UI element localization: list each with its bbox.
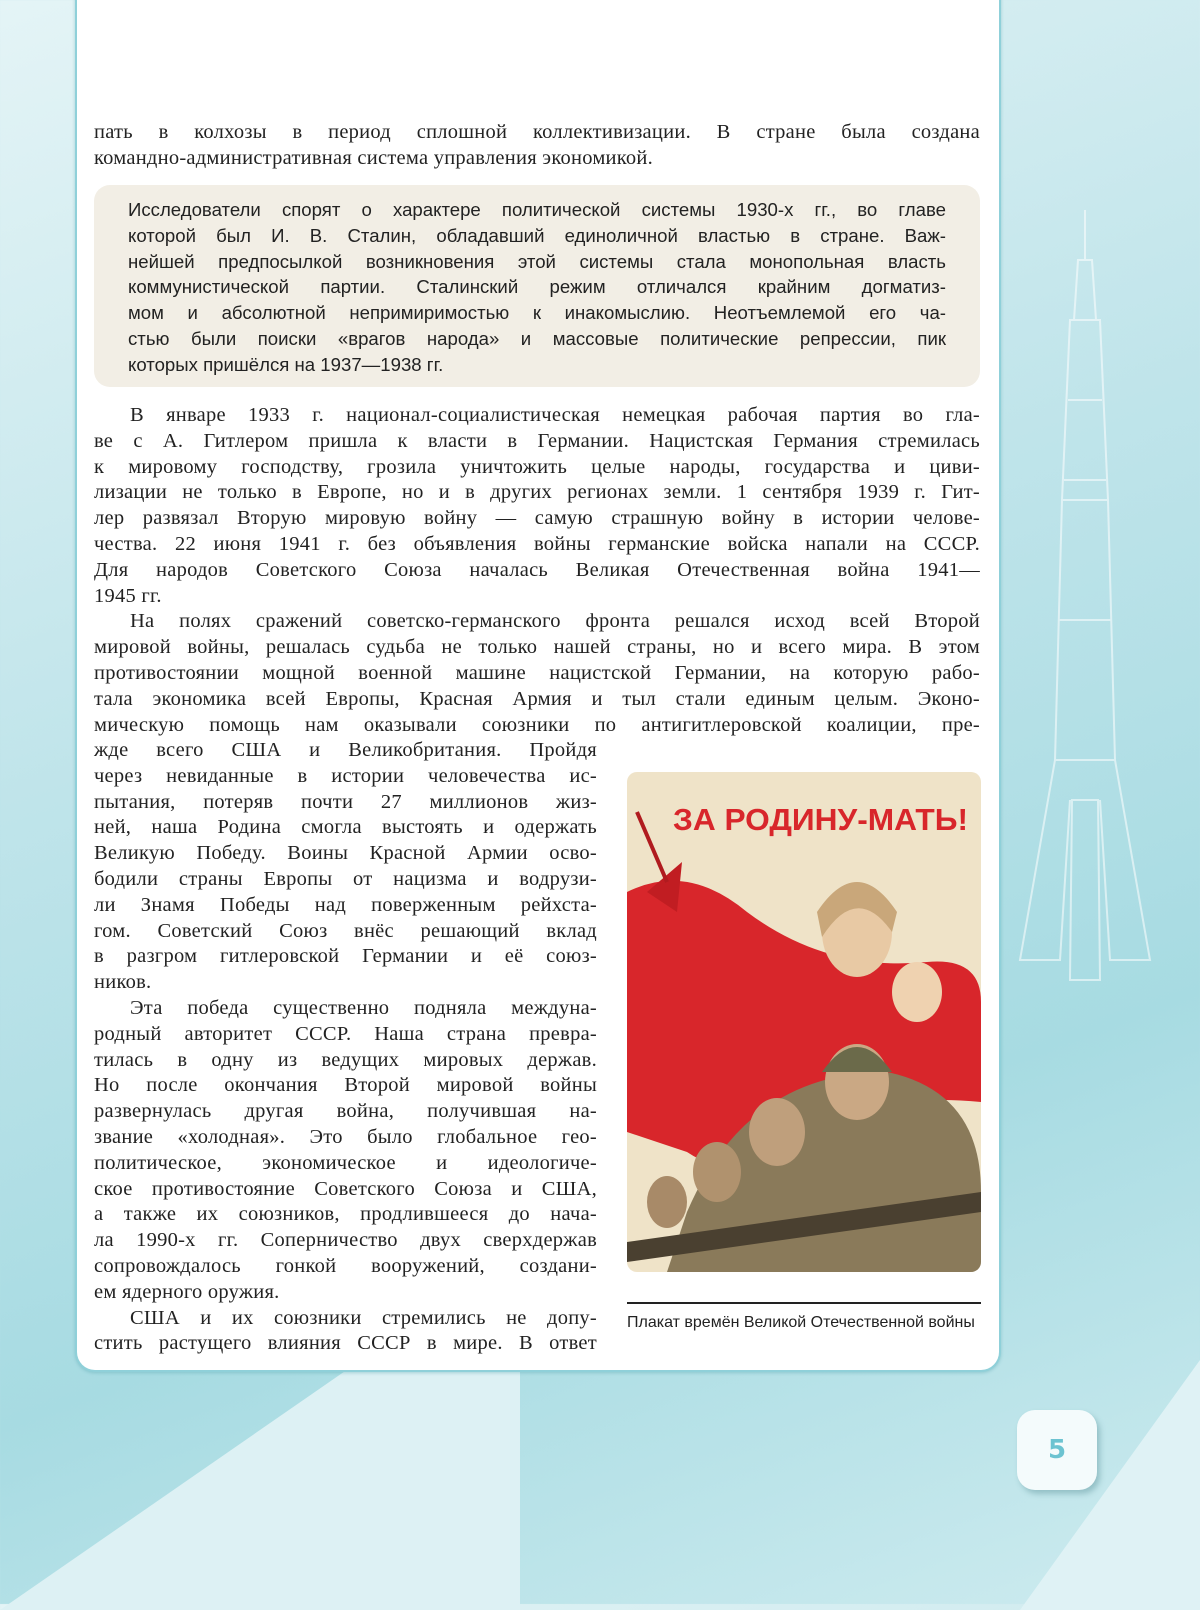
text-line: ников.: [94, 971, 152, 994]
figure-caption: Плакат времён Великой Отечественной войны: [627, 1314, 975, 1331]
text-line: лизации не только в Европе, но и в других регионах земли. 1 сентября 1939 г. Гит-: [94, 481, 980, 504]
text-line: тилась в одну из ведущих мировых держав.: [94, 1048, 597, 1071]
note-paragraph: [128, 198, 946, 379]
text-line: командно-административная система управления экономикой.: [94, 146, 654, 169]
text-line: развернулась другая война, получившая на-: [94, 1100, 597, 1123]
text-line: в разгром гитлеровской Германии и её союз-: [94, 945, 597, 968]
text-line: В январе 1933 г. национал-социалистическая немецкая рабочая партия во гла-: [130, 404, 980, 426]
text-line: мическую помощь нам оказывали союзники по антигитлеровской коалиции, пре-: [94, 713, 980, 736]
text-line: пытания, потеряв почти 27 миллионов жиз-: [94, 790, 597, 813]
intro-paragraph: [94, 120, 980, 172]
paragraph-1933: [94, 403, 980, 609]
text-line: мом и абсолютной непримиримостью к инакомыслию. Неотъемлемой его ча-: [128, 302, 946, 324]
text-line: ское противостояние Советского Союза и США,: [94, 1177, 597, 1200]
paragraph-cold-war: [94, 996, 597, 1306]
rocket-illustration: [1000, 200, 1170, 1000]
text-line: тала экономика всей Европы, Красная Армия и тыл стали единым целым. Эконо-: [94, 687, 980, 710]
text-line: родный авторитет СССР. Наша страна превра-: [94, 1022, 597, 1045]
poster-title: ЗА РОДИНУ-МАТЬ!: [673, 802, 968, 837]
paragraph-front-continued: [94, 738, 597, 996]
text-line: ней, наша Родина смогла выстоять и одержать: [94, 816, 597, 839]
paragraph-front: [94, 609, 980, 738]
text-line: ла 1990-х гг. Соперничество двух сверхдержав: [94, 1229, 597, 1252]
text-line: политическое, экономическое и идеологиче-: [94, 1151, 597, 1174]
text-line: бодили страны Европы от нацизма и водрузи-: [94, 867, 597, 890]
text-line: сопровождалось гонкой вооружений, создани-: [94, 1254, 597, 1277]
text-line: противостоянии мощной военной машине нацистской Германии, на которую рабо-: [94, 661, 980, 684]
note-box: [94, 185, 980, 387]
text-line: Эта победа существенно подняла междуна-: [130, 996, 597, 1019]
text-line: гом. Советский Союз внёс решающий вклад: [94, 919, 597, 942]
text-line: пать в колхозы в период сплошной коллективизации. В стране была создана: [94, 121, 980, 143]
caption-divider: [627, 1302, 981, 1304]
text-line: Для народов Советского Союза началась Великая Отечественная война 1941—: [94, 558, 980, 581]
text-line: а также их союзников, продлившееся до нача-: [94, 1203, 597, 1226]
text-line: жде всего США и Великобритания. Пройдя: [94, 739, 597, 761]
text-line: чества. 22 июня 1941 г. без объявления войны германские войска напали на СССР.: [94, 532, 980, 555]
text-line: Но после окончания Второй мировой войны: [94, 1074, 597, 1097]
text-line: ли Знамя Победы над поверженным рейхста-: [94, 893, 597, 916]
text-line: На полях сражений советско-германского фронта решался исход всей Второй: [130, 610, 980, 633]
text-line: коммунистической партии. Сталинский режим отличался крайним догматиз-: [128, 276, 946, 298]
text-line: которых пришёлся на 1937—1938 гг.: [128, 353, 444, 375]
text-line: которой был И. В. Сталин, обладавший единоличной властью в стране. Важ-: [128, 224, 946, 246]
text-line: мировой войны, решалась судьба не только нашей страны, но и всего мира. В этом: [94, 636, 980, 659]
text-line: к мировому господству, грозила уничтожить целые народы, государства и циви-: [94, 455, 980, 478]
text-line: Исследователи спорят о характере политической системы 1930-х гг., во главе: [128, 199, 946, 220]
text-line: звание «холодная». Это было глобальное гео-: [94, 1125, 597, 1148]
text-line: 1945 гг.: [94, 584, 162, 607]
page-number: 5: [1017, 1410, 1097, 1490]
text-line: Великую Победу. Воины Красной Армии осво-: [94, 842, 597, 865]
text-line: лер развязал Вторую мировую войну — самую страшную войну в истории челове-: [94, 507, 980, 530]
paragraph-usa: [94, 1306, 597, 1358]
text-line: ем ядерного оружия.: [94, 1280, 280, 1303]
text-line: стить растущего влияния СССР в мире. В ответ: [94, 1332, 597, 1355]
text-line: стью были поиски «врагов народа» и массовые политические репрессии, пик: [128, 327, 946, 349]
text-line: через невиданные в истории человечества ис-: [94, 764, 597, 787]
text-line: ве с А. Гитлером пришла к власти в Германии. Нацистская Германия стремилась: [94, 429, 980, 452]
text-line: нейшей предпосылкой возникновения этой системы стала монопольная власть: [128, 250, 946, 272]
poster-image: [627, 772, 981, 1272]
text-line: США и их союзники стремились не допу-: [130, 1306, 597, 1329]
